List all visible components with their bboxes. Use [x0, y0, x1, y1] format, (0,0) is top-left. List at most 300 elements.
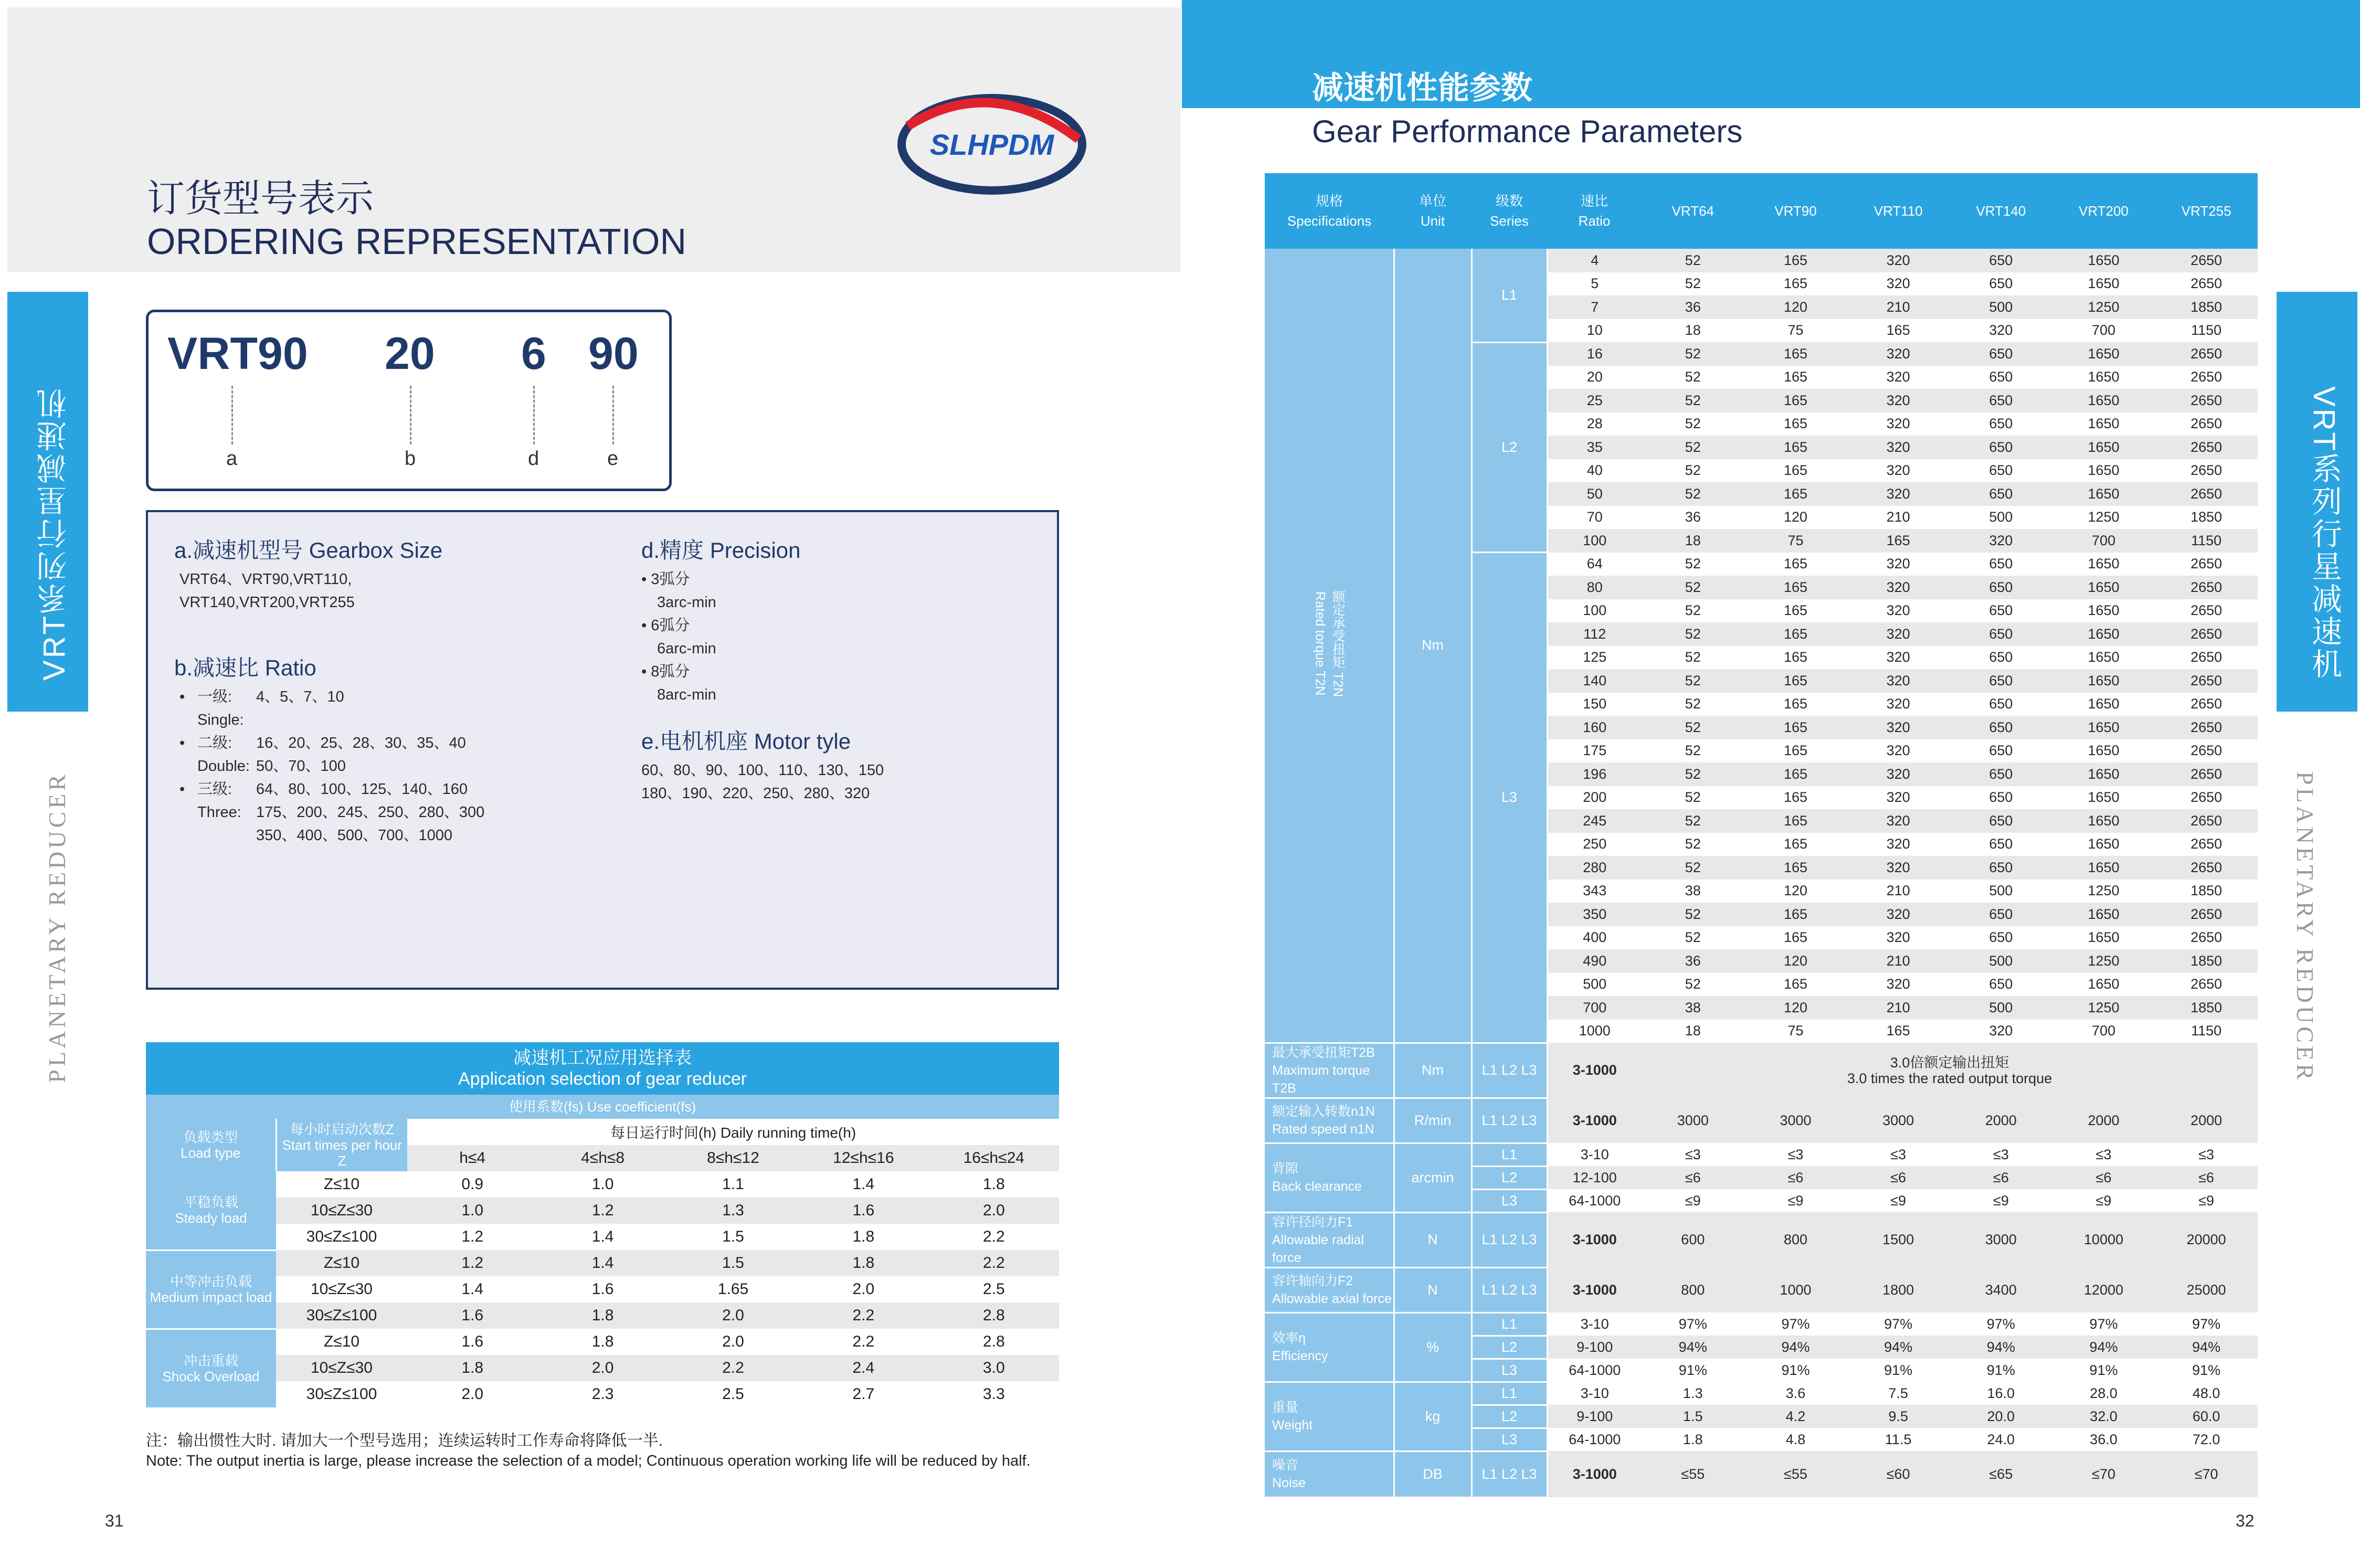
- torque-cell: 1650: [2052, 716, 2155, 739]
- radial-force-value: 20000: [2155, 1212, 2258, 1267]
- torque-cell: 52: [1642, 809, 1744, 833]
- torque-cell: 320: [1847, 693, 1950, 716]
- daily-running-header: 每日运行时间(h) Daily running time(h): [407, 1119, 1059, 1145]
- torque-cell: 75: [1744, 319, 1847, 343]
- torque-cell: 2650: [2155, 833, 2258, 856]
- radial-force-unit: N: [1394, 1212, 1472, 1267]
- right-title-en: Gear Performance Parameters: [1312, 114, 1743, 149]
- torque-cell: 320: [1847, 739, 1950, 763]
- application-selection-table: [146, 1042, 1059, 1407]
- ratio-cell: 160: [1547, 716, 1642, 739]
- efficiency-value: 94%: [2052, 1336, 2155, 1359]
- rated-speed-value: 3000: [1744, 1098, 1847, 1143]
- torque-cell: 165: [1744, 903, 1847, 926]
- ratio-list: [179, 685, 484, 847]
- torque-cell: 650: [1950, 646, 2052, 670]
- torque-cell: 1250: [2052, 506, 2155, 529]
- precision-line: 8arc-min: [657, 686, 716, 703]
- torque-cell: 320: [1847, 669, 1950, 693]
- rated-speed-row: [1265, 1098, 2258, 1143]
- rated-speed-unit: R/min: [1394, 1098, 1472, 1143]
- torque-cell: 320: [1847, 856, 1950, 880]
- torque-cell: 650: [1950, 459, 2052, 483]
- backlash-value: ≤6: [2052, 1166, 2155, 1189]
- axial-force-value: 1000: [1744, 1267, 1847, 1312]
- torque-cell: 1250: [2052, 880, 2155, 903]
- torque-cell: 500: [1950, 295, 2052, 319]
- ratio-heading: b.减速比 Ratio: [174, 655, 316, 680]
- radial-force-ratio: 3-1000: [1547, 1212, 1642, 1267]
- torque-cell: 1650: [2052, 646, 2155, 670]
- header-series: 级数 Series: [1472, 173, 1547, 249]
- torque-cell: 650: [1950, 973, 2052, 997]
- backlash-series: L3: [1472, 1189, 1547, 1212]
- torque-cell: 650: [1950, 436, 2052, 459]
- weight-value: 48.0: [2155, 1382, 2258, 1405]
- weight-value: 24.0: [1950, 1428, 2052, 1451]
- torque-cell: 650: [1950, 366, 2052, 389]
- hours-header: h≤4: [459, 1149, 486, 1167]
- torque-cell: 52: [1642, 553, 1744, 576]
- rated-speed-series: L1 L2 L3: [1472, 1098, 1547, 1143]
- ratio-cell: 4: [1547, 249, 1642, 272]
- torque-cell: 165: [1744, 553, 1847, 576]
- torque-cell: 2650: [2155, 786, 2258, 810]
- torque-cell: 36: [1642, 295, 1744, 319]
- torque-cell: 320: [1847, 366, 1950, 389]
- weight-value: 28.0: [2052, 1382, 2155, 1405]
- logo-text: SLHPDM: [929, 128, 1054, 161]
- torque-cell: 650: [1950, 762, 2052, 786]
- torque-cell: 52: [1642, 412, 1744, 436]
- gearbox-size-line: VRT64、VRT90,VRT110,: [179, 571, 352, 588]
- efficiency-value: 91%: [1847, 1359, 1950, 1382]
- ratio-cell: 1000: [1547, 1020, 1642, 1043]
- torque-cell: 52: [1642, 272, 1744, 296]
- efficiency-series: L2: [1472, 1336, 1547, 1359]
- ratio-cell: 700: [1547, 996, 1642, 1020]
- weight-value: 16.0: [1950, 1382, 2052, 1405]
- code-leader-e: [612, 386, 614, 444]
- backlash-value: ≤6: [1847, 1166, 1950, 1189]
- axial-force-value: 1800: [1847, 1267, 1950, 1312]
- torque-cell: 1150: [2155, 1020, 2258, 1043]
- torque-cell: 320: [1847, 342, 1950, 366]
- weight-value: 1.8: [1642, 1428, 1744, 1451]
- efficiency-ratio: 64-1000: [1547, 1359, 1642, 1382]
- torque-cell: 1650: [2052, 599, 2155, 623]
- ratio-cell: 175: [1547, 739, 1642, 763]
- rated-torque-label: 额定承受扭矩 T2N Rated torque T2N: [1265, 249, 1394, 1043]
- torque-cell: 52: [1642, 669, 1744, 693]
- torque-cell: 320: [1847, 786, 1950, 810]
- backlash-value: ≤6: [1744, 1166, 1847, 1189]
- start-times-header: 每小时启动次数Z Start times per hour Z: [276, 1119, 407, 1171]
- weight-ratio: 64-1000: [1547, 1428, 1642, 1451]
- motor-type-list: [641, 759, 884, 805]
- table-row: 30≤Z≤100 1.6 1.8 2.0 2.2 2.8: [146, 1302, 1059, 1329]
- ratio-cell: 50: [1547, 482, 1642, 506]
- torque-cell: 650: [1950, 833, 2052, 856]
- table-row: 平稳负载 Steady load Z≤10 0.9 1.0 1.1 1.4 1.8: [146, 1171, 1059, 1198]
- noise-value: ≤70: [2155, 1451, 2258, 1497]
- torque-cell: 2650: [2155, 856, 2258, 880]
- torque-cell: 320: [1847, 576, 1950, 599]
- axial-force-unit: N: [1394, 1267, 1472, 1312]
- weight-value: 20.0: [1950, 1405, 2052, 1428]
- noise-value: ≤60: [1847, 1451, 1950, 1497]
- torque-cell: 500: [1950, 506, 2052, 529]
- max-torque-label: 最大承受扭矩T2B Maximum torque T2B: [1265, 1043, 1394, 1098]
- backlash-value: ≤9: [2052, 1189, 2155, 1212]
- ratio-line: • 一级: 4、5、7、10: [179, 688, 344, 705]
- efficiency-value: 91%: [2155, 1359, 2258, 1382]
- torque-cell: 650: [1950, 272, 2052, 296]
- ratio-cell: 196: [1547, 762, 1642, 786]
- torque-cell: 165: [1744, 833, 1847, 856]
- torque-cell: 52: [1642, 856, 1744, 880]
- noise-label: 噪音 Noise: [1265, 1451, 1394, 1497]
- header-model: VRT64: [1642, 173, 1744, 249]
- torque-cell: 2650: [2155, 809, 2258, 833]
- max-torque-series: L1 L2 L3: [1472, 1043, 1547, 1098]
- torque-cell: 165: [1744, 786, 1847, 810]
- table-row: 10≤Z≤30 1.4 1.6 1.65 2.0 2.5: [146, 1276, 1059, 1302]
- torque-cell: 75: [1744, 1020, 1847, 1043]
- torque-cell: 52: [1642, 739, 1744, 763]
- ratio-line: • 二级: 16、20、25、28、30、35、40: [179, 735, 466, 751]
- precision-list: [641, 568, 716, 706]
- ratio-cell: 112: [1547, 622, 1642, 646]
- torque-cell: 650: [1950, 482, 2052, 506]
- weight-value: 11.5: [1847, 1428, 1950, 1451]
- ratio-cell: 400: [1547, 926, 1642, 950]
- header-model: VRT110: [1847, 173, 1950, 249]
- table-row: [1265, 249, 2258, 272]
- left-side-en: PLANETARY REDUCER: [44, 771, 70, 1083]
- code-leader-d: [533, 386, 535, 444]
- torque-cell: 2650: [2155, 646, 2258, 670]
- torque-cell: 165: [1744, 646, 1847, 670]
- torque-cell: 165: [1744, 342, 1847, 366]
- torque-cell: 1650: [2052, 249, 2155, 272]
- backlash-value: ≤3: [1642, 1143, 1744, 1166]
- torque-cell: 2650: [2155, 716, 2258, 739]
- torque-cell: 1650: [2052, 739, 2155, 763]
- torque-cell: 500: [1950, 949, 2052, 973]
- torque-cell: 165: [1744, 389, 1847, 412]
- weight-ratio: 3-10: [1547, 1382, 1642, 1405]
- ratio-cell: 7: [1547, 295, 1642, 319]
- header-spec: 规格 Specifications: [1265, 173, 1394, 249]
- torque-cell: 52: [1642, 693, 1744, 716]
- rated-torque-body: [1265, 249, 2258, 1043]
- efficiency-ratio: 3-10: [1547, 1312, 1642, 1336]
- torque-cell: 1150: [2155, 319, 2258, 343]
- torque-cell: 2650: [2155, 622, 2258, 646]
- torque-cell: 165: [1744, 716, 1847, 739]
- right-side-en: PLANETARY REDUCER: [2292, 771, 2319, 1083]
- radial-force-value: 3000: [1950, 1212, 2052, 1267]
- torque-cell: 52: [1642, 786, 1744, 810]
- ratio-line: 350、400、500、700、1000: [256, 827, 453, 844]
- radial-force-value: 600: [1642, 1212, 1744, 1267]
- code-part-b: 20: [385, 329, 435, 379]
- weight-value: 72.0: [2155, 1428, 2258, 1451]
- backlash-ratio: 12-100: [1547, 1166, 1642, 1189]
- torque-cell: 700: [2052, 529, 2155, 553]
- weight-unit: kg: [1394, 1382, 1472, 1451]
- torque-cell: 1650: [2052, 762, 2155, 786]
- note-cn: 注：输出惯性大时. 请加大一个型号选用；连续运转时工作寿命将降低一半.: [146, 1432, 663, 1449]
- torque-cell: 165: [1744, 482, 1847, 506]
- torque-cell: 650: [1950, 389, 2052, 412]
- torque-cell: 1650: [2052, 436, 2155, 459]
- torque-cell: 650: [1950, 669, 2052, 693]
- rated-speed-value: 2000: [1950, 1098, 2052, 1143]
- torque-cell: 2650: [2155, 669, 2258, 693]
- torque-cell: 120: [1744, 295, 1847, 319]
- gearbox-size-heading: a.减速机型号 Gearbox Size: [174, 538, 443, 563]
- ratio-cell: 10: [1547, 319, 1642, 343]
- torque-cell: 36: [1642, 949, 1744, 973]
- torque-cell: 700: [2052, 319, 2155, 343]
- weight-ratio: 9-100: [1547, 1405, 1642, 1428]
- left-side-tab: [7, 292, 88, 712]
- page-number-right: 32: [2236, 1511, 2255, 1530]
- efficiency-row: [1265, 1312, 2258, 1336]
- torque-cell: 320: [1847, 833, 1950, 856]
- torque-cell: 165: [1744, 412, 1847, 436]
- torque-cell: 165: [1847, 1020, 1950, 1043]
- efficiency-value: 94%: [1642, 1336, 1744, 1359]
- efficiency-label: 效率η Efficiency: [1265, 1312, 1394, 1382]
- efficiency-value: 94%: [1847, 1336, 1950, 1359]
- precision-line: 6arc-min: [657, 640, 716, 657]
- efficiency-value: 94%: [2155, 1336, 2258, 1359]
- torque-cell: 1650: [2052, 412, 2155, 436]
- motor-type-line: 60、80、90、100、110、130、150: [641, 762, 884, 779]
- axial-force-value: 3400: [1950, 1267, 2052, 1312]
- ratio-cell: 80: [1547, 576, 1642, 599]
- weight-value: 4.8: [1744, 1428, 1847, 1451]
- torque-cell: 650: [1950, 249, 2052, 272]
- table-row: 冲击重载 Shock Overload Z≤10 1.6 1.8 2.0 2.2 2.8: [146, 1329, 1059, 1355]
- torque-cell: 1650: [2052, 553, 2155, 576]
- header-unit: 单位 Unit: [1394, 173, 1472, 249]
- ratio-cell: 490: [1547, 949, 1642, 973]
- header-model: VRT140: [1950, 173, 2052, 249]
- header-model: VRT90: [1744, 173, 1847, 249]
- backlash-value: ≤3: [2155, 1143, 2258, 1166]
- torque-cell: 1650: [2052, 669, 2155, 693]
- app-table-title: 减速机工况应用选择表 Application selection of gear reducer: [146, 1042, 1059, 1095]
- torque-cell: 75: [1744, 529, 1847, 553]
- backlash-ratio: 64-1000: [1547, 1189, 1642, 1212]
- load-type-medium: 中等冲击负载 Medium impact load: [146, 1250, 276, 1329]
- axial-force-value: 25000: [2155, 1267, 2258, 1312]
- weight-value: 4.2: [1744, 1405, 1847, 1428]
- note-en: Note: The output inertia is large, please increase the selection of a model; Continuous operation working life will be reduced by half.: [146, 1453, 1031, 1469]
- torque-cell: 2650: [2155, 926, 2258, 950]
- torque-cell: 2650: [2155, 436, 2258, 459]
- torque-cell: 320: [1847, 482, 1950, 506]
- torque-cell: 320: [1847, 272, 1950, 296]
- torque-cell: 165: [1744, 576, 1847, 599]
- torque-cell: 210: [1847, 996, 1950, 1020]
- torque-cell: 650: [1950, 599, 2052, 623]
- precision-line: • 8弧分: [641, 663, 690, 680]
- axial-force-value: 800: [1642, 1267, 1744, 1312]
- efficiency-value: 91%: [1642, 1359, 1744, 1382]
- torque-cell: 2650: [2155, 693, 2258, 716]
- torque-cell: 52: [1642, 646, 1744, 670]
- torque-cell: 1850: [2155, 949, 2258, 973]
- ratio-cell: 16: [1547, 342, 1642, 366]
- torque-cell: 120: [1744, 506, 1847, 529]
- torque-cell: 1650: [2052, 786, 2155, 810]
- ratio-cell: 20: [1547, 366, 1642, 389]
- torque-cell: 120: [1744, 996, 1847, 1020]
- axial-force-ratio: 3-1000: [1547, 1267, 1642, 1312]
- torque-cell: 1850: [2155, 295, 2258, 319]
- ratio-cell: 100: [1547, 529, 1642, 553]
- gearbox-size-line: VRT140,VRT200,VRT255: [179, 594, 355, 611]
- torque-cell: 320: [1847, 903, 1950, 926]
- torque-cell: 320: [1847, 973, 1950, 997]
- efficiency-value: 97%: [1744, 1312, 1847, 1336]
- torque-cell: 165: [1744, 436, 1847, 459]
- torque-cell: 2650: [2155, 762, 2258, 786]
- backlash-value: ≤3: [1744, 1143, 1847, 1166]
- torque-cell: 1650: [2052, 973, 2155, 997]
- left-side-tab-text: VRT系列行星减速机: [37, 386, 71, 681]
- efficiency-value: 91%: [1744, 1359, 1847, 1382]
- table-row: 30≤Z≤100 2.0 2.3 2.5 2.7 3.3: [146, 1381, 1059, 1407]
- axial-force-label: 容许轴向力F2 Allowable axial force: [1265, 1267, 1394, 1312]
- coef-label: 使用系数(fs) Use coefficient(fs): [146, 1095, 1059, 1119]
- torque-cell: 1650: [2052, 459, 2155, 483]
- torque-cell: 165: [1744, 856, 1847, 880]
- efficiency-value: 97%: [1642, 1312, 1744, 1336]
- rated-torque-unit: Nm: [1394, 249, 1472, 1043]
- torque-cell: 18: [1642, 529, 1744, 553]
- torque-cell: 52: [1642, 926, 1744, 950]
- code-letter-e: e: [607, 448, 619, 470]
- backlash-value: ≤6: [2155, 1166, 2258, 1189]
- torque-cell: 120: [1744, 949, 1847, 973]
- torque-cell: 165: [1744, 459, 1847, 483]
- torque-cell: 210: [1847, 295, 1950, 319]
- model-code-box: [146, 310, 672, 491]
- precision-line: • 6弧分: [641, 617, 690, 634]
- torque-cell: 52: [1642, 762, 1744, 786]
- torque-cell: 165: [1744, 739, 1847, 763]
- backlash-value: ≤9: [2155, 1189, 2258, 1212]
- ratio-cell: 150: [1547, 693, 1642, 716]
- backlash-value: ≤6: [1642, 1166, 1744, 1189]
- torque-cell: 165: [1744, 599, 1847, 623]
- max-torque-value: 3.0倍额定输出扭矩 3.0 times the rated output torque: [1642, 1043, 2258, 1098]
- load-type-shock: 冲击重载 Shock Overload: [146, 1329, 276, 1407]
- torque-cell: 2650: [2155, 599, 2258, 623]
- efficiency-value: 97%: [2052, 1312, 2155, 1336]
- torque-cell: 52: [1642, 622, 1744, 646]
- noise-ratio: 3-1000: [1547, 1451, 1642, 1497]
- ratio-cell: 250: [1547, 833, 1642, 856]
- torque-cell: 2650: [2155, 973, 2258, 997]
- max-torque-unit: Nm: [1394, 1043, 1472, 1098]
- performance-other-body: [1265, 1043, 2258, 1497]
- ratio-cell: 28: [1547, 412, 1642, 436]
- ordering-description-box: [146, 510, 1059, 990]
- hours-header: 8≤h≤12: [707, 1149, 759, 1167]
- code-part-e: 90: [588, 329, 639, 379]
- torque-cell: 2650: [2155, 903, 2258, 926]
- torque-cell: 38: [1642, 996, 1744, 1020]
- torque-cell: 650: [1950, 809, 2052, 833]
- torque-cell: 165: [1744, 693, 1847, 716]
- torque-cell: 1650: [2052, 833, 2155, 856]
- torque-cell: 1650: [2052, 482, 2155, 506]
- backlash-value: ≤3: [1847, 1143, 1950, 1166]
- code-part-a: VRT90: [167, 329, 308, 379]
- right-side-tab: [2277, 292, 2357, 712]
- backlash-series: L1: [1472, 1143, 1547, 1166]
- efficiency-series: L1: [1472, 1312, 1547, 1336]
- ratio-cell: 500: [1547, 973, 1642, 997]
- header-ratio: 速比 Ratio: [1547, 173, 1642, 249]
- torque-cell: 320: [1847, 622, 1950, 646]
- series-label: L3: [1472, 553, 1547, 1043]
- efficiency-value: 94%: [1950, 1336, 2052, 1359]
- weight-value: 32.0: [2052, 1405, 2155, 1428]
- backlash-value: ≤3: [2052, 1143, 2155, 1166]
- ratio-cell: 200: [1547, 786, 1642, 810]
- torque-cell: 2650: [2155, 342, 2258, 366]
- torque-cell: 52: [1642, 833, 1744, 856]
- right-title-cn: 减速机性能参数: [1312, 70, 1532, 105]
- ratio-cell: 5: [1547, 272, 1642, 296]
- backlash-value: ≤9: [1642, 1189, 1744, 1212]
- precision-line: • 3弧分: [641, 571, 690, 588]
- torque-cell: 1250: [2052, 949, 2155, 973]
- table-row: 中等冲击负载 Medium impact load Z≤10 1.2 1.4 1.5 1.8 2.2: [146, 1250, 1059, 1276]
- torque-cell: 165: [1744, 366, 1847, 389]
- torque-cell: 320: [1847, 599, 1950, 623]
- torque-cell: 52: [1642, 716, 1744, 739]
- efficiency-value: 91%: [1950, 1359, 2052, 1382]
- torque-cell: 2650: [2155, 249, 2258, 272]
- torque-cell: 320: [1847, 412, 1950, 436]
- table-row: 30≤Z≤100 1.2 1.4 1.5 1.8 2.2: [146, 1224, 1059, 1250]
- rated-speed-ratio: 3-1000: [1547, 1098, 1642, 1143]
- radial-force-label: 容许径向力F1 Allowable radial force: [1265, 1212, 1394, 1267]
- header-model: VRT200: [2052, 173, 2155, 249]
- ratio-cell: 140: [1547, 669, 1642, 693]
- torque-cell: 650: [1950, 693, 2052, 716]
- hours-header: 16≤h≤24: [963, 1149, 1024, 1167]
- series-label: L1: [1472, 249, 1547, 342]
- torque-cell: 120: [1744, 880, 1847, 903]
- table-row: 10≤Z≤30 1.8 2.0 2.2 2.4 3.0: [146, 1355, 1059, 1381]
- torque-cell: 320: [1847, 459, 1950, 483]
- torque-cell: 52: [1642, 482, 1744, 506]
- torque-cell: 2650: [2155, 366, 2258, 389]
- code-letter-d: d: [528, 448, 539, 470]
- ratio-cell: 64: [1547, 553, 1642, 576]
- torque-cell: 1650: [2052, 622, 2155, 646]
